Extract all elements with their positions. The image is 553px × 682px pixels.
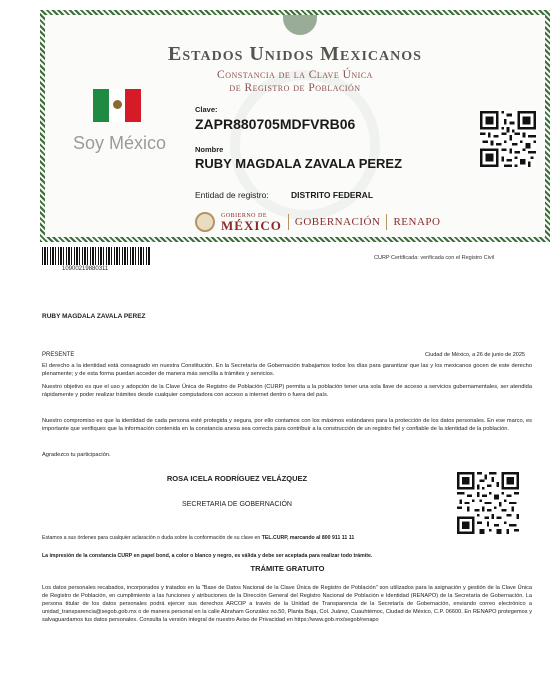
certificate-subtitle-line2: de Registro de Población: [229, 82, 361, 94]
curp-value: ZAPR880705MDFVRB06: [195, 116, 356, 132]
logo-separator: [386, 214, 387, 230]
gob-mexico-logo-icon: [195, 212, 440, 232]
gob-emblem-icon: [195, 212, 215, 232]
curp-label: Clave:: [195, 105, 218, 114]
print-validity-warning: La impresión de la constancia CURP en papel bond, a color o blanco y negro, es válida y debe ser aceptada para realizar todo trámite.: [42, 553, 373, 559]
certificate-inner: [45, 15, 545, 237]
flag-emblem-icon: [113, 100, 122, 109]
gob-mexico-wordmark: [221, 213, 282, 232]
logo-separator: [288, 214, 289, 230]
contact-prefix: Estamos a sus órdenes para cualquier aclaración o duda sobre la conformación de su clave en: [42, 535, 262, 541]
name-label: Nombre: [195, 145, 224, 154]
barcode-number: 10900219880311: [62, 266, 109, 272]
letter-presente: PRESENTE: [42, 352, 75, 358]
tramite-gratuito-label: TRÁMITE GRATUITO: [250, 564, 325, 573]
certificate-subtitle-line1: Constancia de la Clave Única: [217, 69, 373, 81]
name-value: RUBY MAGDALA ZAVALA PEREZ: [195, 156, 403, 171]
secretaria-label: GOBERNACIÓN: [294, 216, 381, 228]
signer-role: SECRETARIA DE GOBERNACIÓN: [182, 501, 292, 508]
letter-paragraph-1: El derecho a la identidad está consagrado en nuestra Constitución. En la Secretaría de Gobernación trabajamos todos los días para garantizar que las y los mexicanos gocen de este derecho plenamente; y de esta forma puedan acceder de manera más sencilla a trámites y servicios.: [42, 363, 532, 378]
certification-note: CURP Certificada: verificada con el Registro Civil: [374, 255, 495, 261]
curp-document: [22, 0, 553, 682]
letter-paragraph-3: Nuestro compromiso es que la identidad de cada persona esté protegida y segura, por ello contamos con los máximos estándares para la protección de los datos personales. En ese marco, es importante que verifiques que la información contenida en la constancia anexa sea correcta para contribuir a la construcción de un registro fiel y confiable de la identidad de la población.: [42, 418, 532, 433]
qr-code-icon: [480, 111, 536, 167]
renapo-label: RENAPO: [393, 216, 441, 228]
soy-mexico-label: Soy México: [73, 133, 167, 153]
signer-name: ROSA ICELA RODRÍGUEZ VELÁZQUEZ: [166, 474, 308, 483]
certificate-title: Estados Unidos Mexicanos: [168, 43, 422, 65]
contact-line: [42, 535, 354, 541]
privacy-notice: Los datos personales recabados, incorporados y tratados en la "Base de Datos Nacional de la Clave Única de Registro de Población" son utilizados para la asignación y gestión de la Clave Única de Registro de Población, en cumplimiento a las funciones y atribuciones de la Dirección General del Registro Nacional de Población e Identidad (RENAPO) de la Secretaría de Gobernación. La persona titular de los datos personales podrá ejercer sus derechos ARCOP a través de la Unidad de Transparencia de la Secretaría de Gobernación, enviando correo electrónico a unidad_transparencia@segob.gob.mx o de manera personal en la calle Abraham González no.50, Planta Baja, Col. Juárez, Cuauhtémoc, Ciudad de México, C.P. 06600. En RENAPO protegemos y salvaguardamos tus datos personales. Consulta la versión integral de nuestro Aviso de Privacidad en https://www.gob.mx/segob/renapo: [42, 585, 532, 624]
gob-small-text: GOBIERNO DE: [221, 212, 267, 219]
contact-phone: TEL.CURP, marcando al 800 911 11 11: [261, 535, 355, 541]
letter-paragraph-4: Agradezco tu participación.: [42, 452, 111, 458]
entity-label: Entidad de registro:: [195, 190, 269, 200]
gob-big-text: MÉXICO: [221, 217, 282, 233]
qr-code-icon: [457, 472, 519, 534]
letter-addressee: RUBY MAGDALA ZAVALA PEREZ: [42, 313, 146, 320]
entity-value: DISTRITO FEDERAL: [291, 190, 374, 200]
national-seal-icon: [283, 15, 317, 35]
curp-certificate-card: [40, 10, 550, 242]
barcode-icon: [42, 247, 150, 265]
letter-paragraph-2: Nuestro objetivo es que el uso y adopción de la Clave Única de Registro de Población (CURP) permita a la población tener una sola llave de acceso a servicios gubernamentales, ser atendida rápidamente y poder realizar trámites desde cualquier computadora con acceso a internet dentro o fuera del país.: [42, 384, 532, 399]
letter-date: Ciudad de México, a 26 de junio de 2025: [425, 352, 525, 358]
